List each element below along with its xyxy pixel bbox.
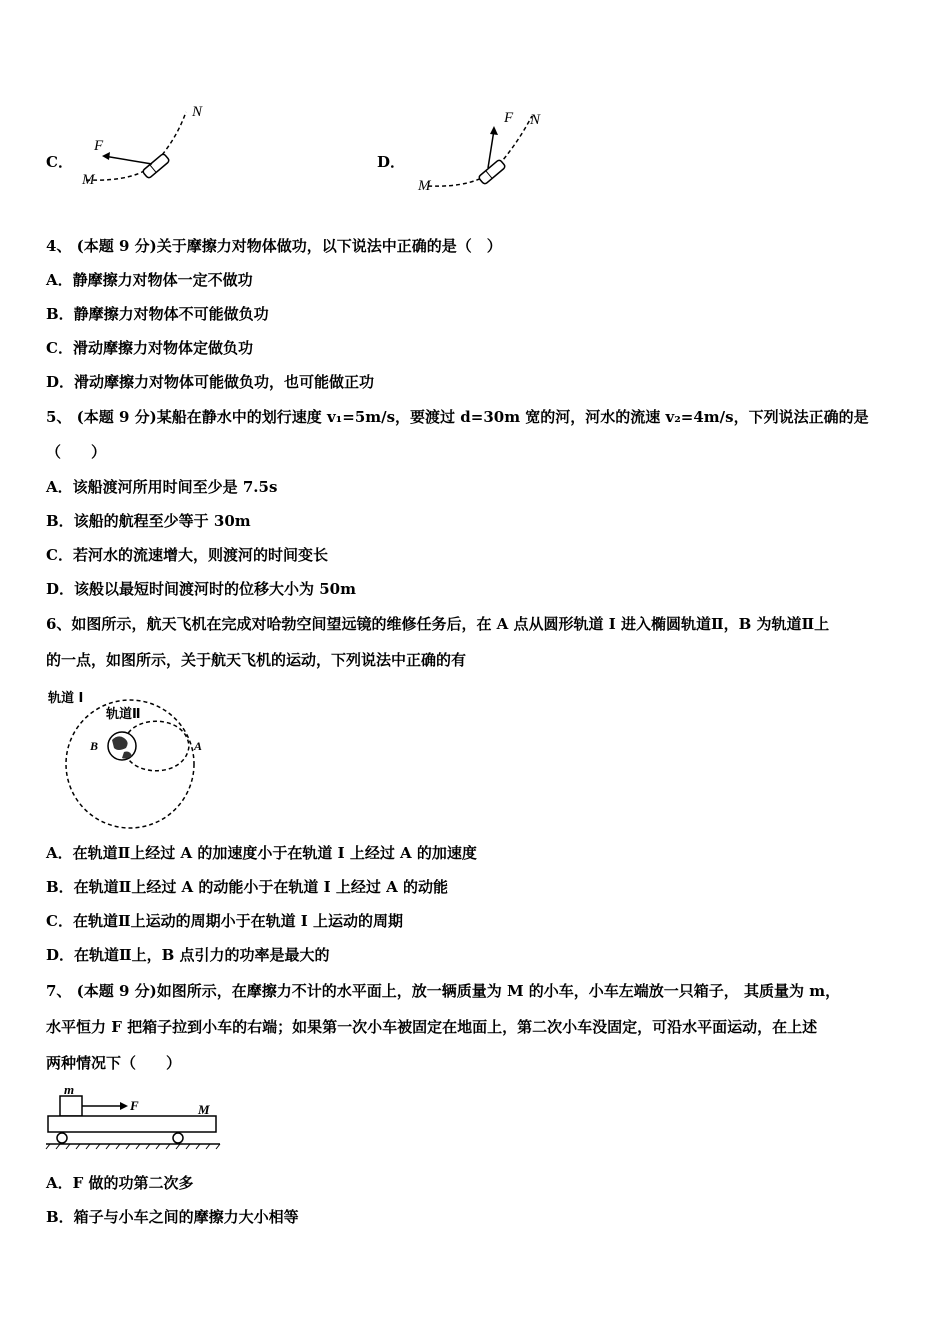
q4-stem: 4、 (本题 9 分)关于摩擦力对物体做功，以下说法中正确的是（ ） bbox=[46, 237, 502, 255]
force-label: F bbox=[130, 1098, 139, 1113]
fig-d-label-n: N bbox=[530, 112, 541, 128]
q5-option-a: A．该船渡河所用时间至少是 7.5s bbox=[46, 478, 278, 496]
q7-stem-line2: 水平恒力 F 把箱子拉到小车的右端；如果第一次小车被固定在地面上，第二次小车没固定，可沿水平面运动，在上述 bbox=[46, 1018, 818, 1036]
q7-stem-line1: 7、 (本题 9 分)如图所示，在摩擦力不计的水平面上，放一辆质量为 M 的小车，小车左端放一只箱子， 其质量为 m， bbox=[46, 982, 841, 1000]
box-mass-label: m bbox=[64, 1084, 75, 1097]
q6-stem-line1: 6、如图所示，航天飞机在完成对哈勃空间望远镜的维修任务后，在 A 点从圆形轨道 I 进入椭圆轨道Ⅱ，B 为轨道Ⅱ上 bbox=[46, 615, 830, 633]
q5-stem-line2: （ ） bbox=[46, 443, 107, 461]
q4-option-c: C．滑动摩擦力对物体定做负功 bbox=[46, 339, 253, 357]
q7-option-a: A．F 做的功第二次多 bbox=[46, 1174, 194, 1192]
boat-figure-d bbox=[416, 100, 556, 195]
fig-d-label-f: F bbox=[504, 110, 514, 126]
cart-mass-label: M bbox=[198, 1102, 210, 1117]
point-a-label: A bbox=[194, 739, 203, 753]
point-b-label: B bbox=[90, 739, 99, 753]
orbit-1-label: 轨道 I bbox=[48, 691, 84, 706]
fig-d-label-m: M bbox=[418, 178, 431, 194]
boat-figure-c bbox=[78, 100, 218, 195]
q6-option-b: B．在轨道Ⅱ上经过 A 的动能小于在轨道 I 上经过 A 的动能 bbox=[46, 878, 448, 896]
q6-option-c: C．在轨道Ⅱ上运动的周期小于在轨道 I 上运动的周期 bbox=[46, 912, 404, 930]
q7-stem-line3: 两种情况下（ ） bbox=[46, 1054, 182, 1072]
option-d-label: D． bbox=[377, 153, 406, 171]
orbit-2-label: 轨道Ⅱ bbox=[106, 707, 141, 722]
orbit-figure bbox=[46, 684, 226, 834]
q5-option-b: B．该船的航程至少等于 30m bbox=[46, 512, 251, 530]
option-c-label: C． bbox=[46, 153, 73, 171]
q4-option-a: A．静摩擦力对物体一定不做功 bbox=[46, 271, 253, 289]
q6-option-d: D．在轨道Ⅱ上，B 点引力的功率是最大的 bbox=[46, 946, 330, 964]
fig-c-label-f: F bbox=[94, 138, 104, 154]
fig-c-label-m: M bbox=[82, 172, 95, 188]
cart-figure bbox=[44, 1084, 224, 1150]
q5-stem-line1: 5、 (本题 9 分)某船在静水中的划行速度 v₁=5m/s，要渡过 d=30m 宽的河，河水的流速 v₂=4m/s，下列说法正确的是 bbox=[46, 408, 869, 426]
fig-c-label-n: N bbox=[192, 104, 203, 120]
q5-option-d: D．该般以最短时间渡河时的位移大小为 50m bbox=[46, 580, 356, 598]
q6-stem-line2: 的一点，如图所示，关于航天飞机的运动，下列说法中正确的有 bbox=[46, 651, 467, 669]
q6-option-a: A．在轨道Ⅱ上经过 A 的加速度小于在轨道 I 上经过 A 的加速度 bbox=[46, 844, 477, 862]
q4-option-d: D．滑动摩擦力对物体可能做负功，也可能做正功 bbox=[46, 373, 375, 391]
q7-option-b: B．箱子与小车之间的摩擦力大小相等 bbox=[46, 1208, 299, 1226]
q5-option-c: C．若河水的流速增大，则渡河的时间变长 bbox=[46, 546, 328, 564]
q4-option-b: B．静摩擦力对物体不可能做负功 bbox=[46, 305, 269, 323]
